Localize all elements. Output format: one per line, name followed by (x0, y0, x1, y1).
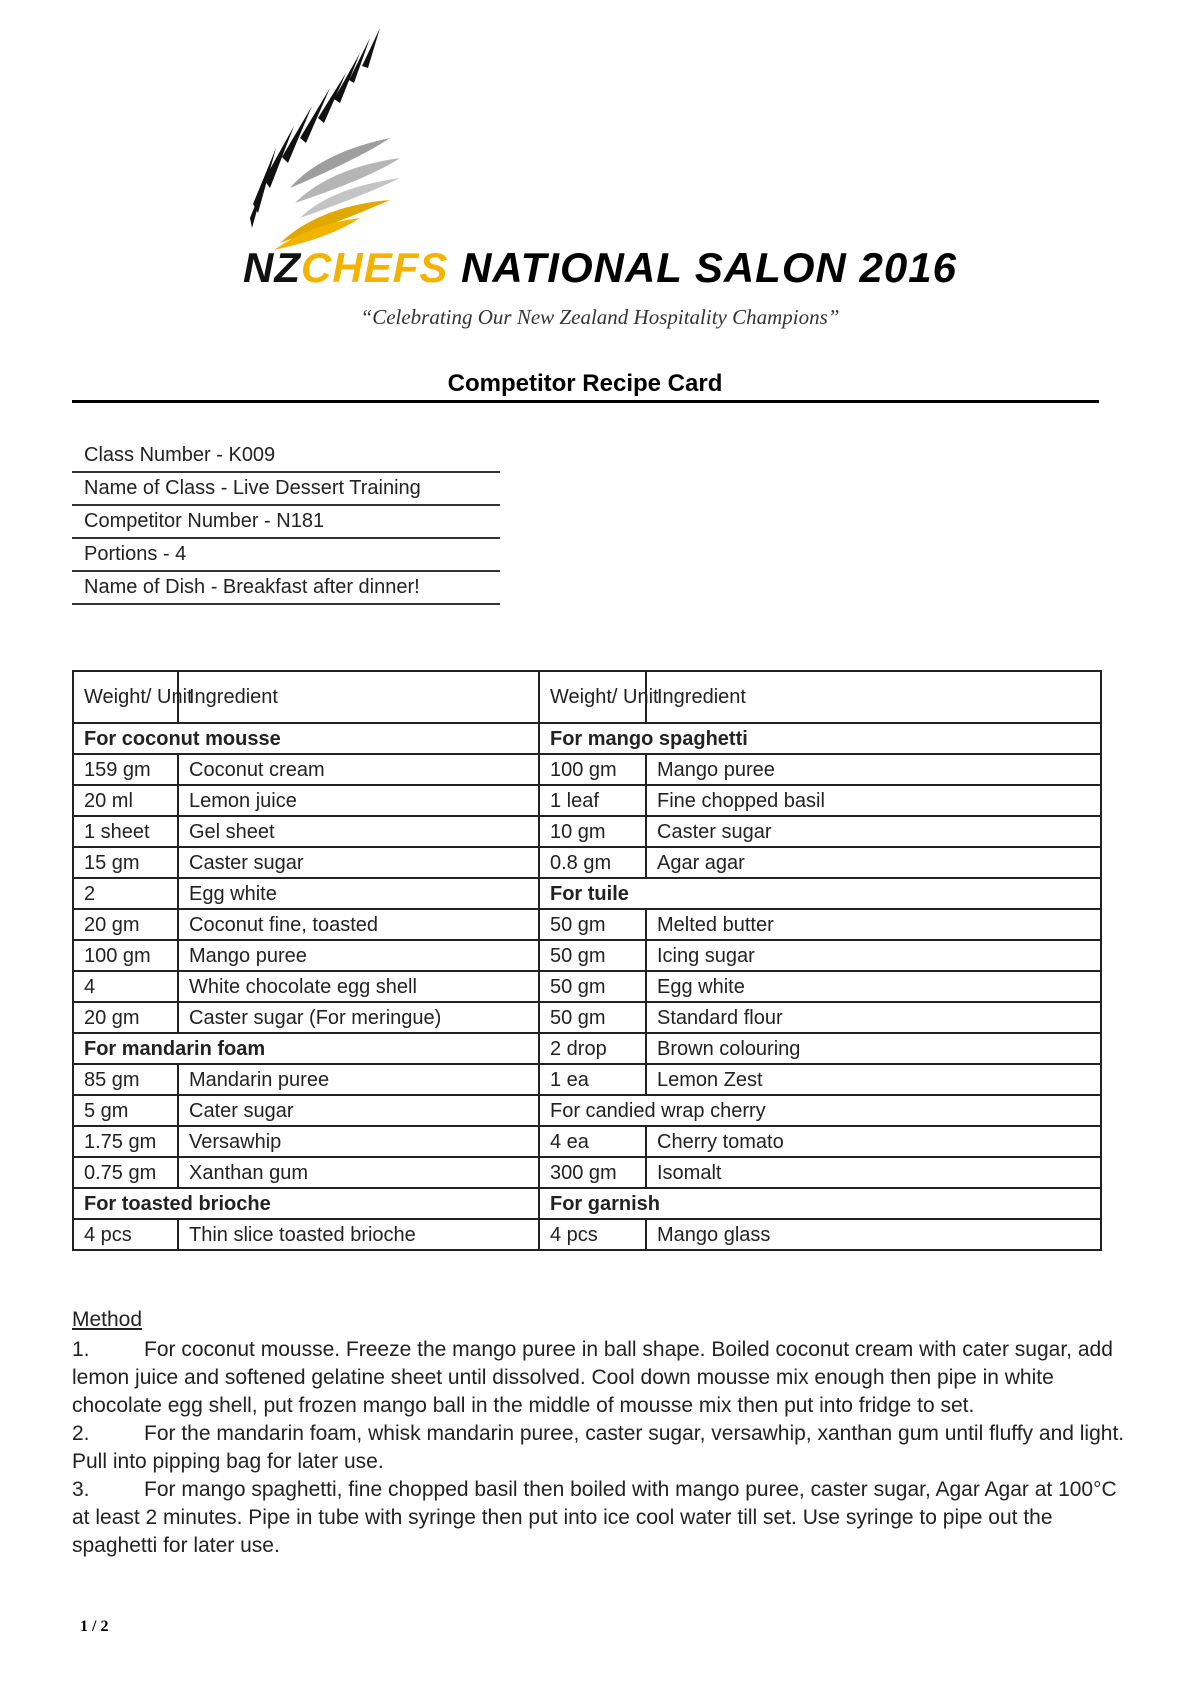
ingredient-cell: Egg white (178, 878, 539, 909)
ingredient-cell: Mandarin puree (178, 1064, 539, 1095)
silver-fern-icon (250, 28, 450, 258)
table-row (73, 878, 1101, 909)
weight-cell: 20 gm (73, 909, 178, 940)
section-heading: For toasted brioche (73, 1188, 539, 1219)
method-step: 2. For the mandarin foam, whisk mandarin puree, caster sugar, versawhip, xanthan gum until fluffy and light. Pull into pipping bag for later use. (72, 1422, 1125, 1473)
table-row (73, 816, 1101, 847)
weight-cell: 4 (73, 971, 178, 1002)
method-step: 1. For coconut mousse. Freeze the mango puree in ball shape. Boiled coconut cream with cater sugar, add lemon juice and softened gelatine sheet until dissolved. Cool down mousse mix enough then pipe in white chocolate egg shell, put frozen mango ball in the middle of mousse mix then put into fridge to set. (72, 1338, 1113, 1417)
ingredient-cell: Mango puree (646, 754, 1101, 785)
ingredient-cell: Caster sugar (178, 847, 539, 878)
recipe-table (72, 670, 1102, 1251)
weight-cell: 100 gm (539, 754, 646, 785)
table-row (73, 1188, 1101, 1219)
table-row (73, 1002, 1101, 1033)
portions: Portions - 4 (72, 539, 500, 572)
ingredient-header: Ingredient (178, 671, 539, 723)
weight-cell: 1 leaf (539, 785, 646, 816)
weight-cell: 5 gm (73, 1095, 178, 1126)
table-row (73, 1033, 1101, 1064)
method-steps (72, 1336, 1130, 1560)
ingredient-cell: Coconut fine, toasted (178, 909, 539, 940)
weight-cell: 159 gm (73, 754, 178, 785)
ingredient-cell: Lemon juice (178, 785, 539, 816)
competitor-info (72, 440, 500, 605)
ingredient-cell: Coconut cream (178, 754, 539, 785)
weight-cell: 1 ea (539, 1064, 646, 1095)
method-step: 3. For mango spaghetti, fine chopped basil then boiled with mango puree, caster sugar, Agar Agar at 100°C at least 2 minutes. Pipe in tube with syringe then put into ice cool water till set. Use syringe to pipe out the spaghetti for later use. (72, 1478, 1117, 1557)
weight-cell: 50 gm (539, 971, 646, 1002)
weight-header: Weight/ Unit (539, 671, 646, 723)
ingredient-cell: Brown colouring (646, 1033, 1101, 1064)
method-title: Method (72, 1308, 143, 1331)
ingredient-cell: Caster sugar (For meringue) (178, 1002, 539, 1033)
weight-cell: 0.8 gm (539, 847, 646, 878)
competitor-number: Competitor Number - N181 (72, 506, 500, 539)
table-row (73, 1064, 1101, 1095)
ingredient-cell: Egg white (646, 971, 1101, 1002)
weight-cell: 100 gm (73, 940, 178, 971)
ingredient-cell: Thin slice toasted brioche (178, 1219, 539, 1250)
table-row (73, 940, 1101, 971)
table-row (73, 1126, 1101, 1157)
ingredient-cell: Cater sugar (178, 1095, 539, 1126)
page-number: 1 / 2 (80, 1618, 109, 1635)
ingredient-cell: Xanthan gum (178, 1157, 539, 1188)
table-row (73, 754, 1101, 785)
weight-cell: 300 gm (539, 1157, 646, 1188)
ingredient-cell: Lemon Zest (646, 1064, 1101, 1095)
class-number: Class Number - K009 (72, 440, 500, 473)
class-name: Name of Class - Live Dessert Training (72, 473, 500, 506)
weight-header: Weight/ Unit (73, 671, 178, 723)
dish-name: Name of Dish - Breakfast after dinner! (72, 572, 500, 605)
ingredient-cell: Caster sugar (646, 816, 1101, 847)
weight-cell: 1 sheet (73, 816, 178, 847)
ingredient-header: Ingredient (646, 671, 1101, 723)
weight-cell: 50 gm (539, 940, 646, 971)
ingredient-cell: Mango glass (646, 1219, 1101, 1250)
table-row (73, 1219, 1101, 1250)
weight-cell: 15 gm (73, 847, 178, 878)
weight-cell: 2 drop (539, 1033, 646, 1064)
table-row (73, 785, 1101, 816)
weight-cell: 4 pcs (539, 1219, 646, 1250)
ingredient-cell: Standard flour (646, 1002, 1101, 1033)
weight-cell: 85 gm (73, 1064, 178, 1095)
salon-title: NZCHEFS NATIONAL SALON 2016 (243, 244, 957, 291)
ingredient-cell: Icing sugar (646, 940, 1101, 971)
weight-cell: 4 pcs (73, 1219, 178, 1250)
card-heading: Competitor Recipe Card (447, 370, 723, 397)
ingredient-cell: Versawhip (178, 1126, 539, 1157)
weight-cell: 50 gm (539, 1002, 646, 1033)
table-row (73, 847, 1101, 878)
section-heading: For tuile (539, 878, 1101, 909)
weight-cell: 0.75 gm (73, 1157, 178, 1188)
weight-cell: 4 ea (539, 1126, 646, 1157)
section-heading: For mango spaghetti (539, 723, 1101, 754)
ingredient-cell: Mango puree (178, 940, 539, 971)
weight-cell: 50 gm (539, 909, 646, 940)
tagline: “Celebrating Our New Zealand Hospitality Champions” (360, 305, 840, 329)
weight-cell: 20 ml (73, 785, 178, 816)
weight-cell: 1.75 gm (73, 1126, 178, 1157)
ingredient-cell: Agar agar (646, 847, 1101, 878)
section-heading: For coconut mousse (73, 723, 539, 754)
weight-cell: 2 (73, 878, 178, 909)
table-header-row (73, 671, 1101, 723)
table-row (73, 723, 1101, 754)
weight-cell: 10 gm (539, 816, 646, 847)
ingredient-cell: Fine chopped basil (646, 785, 1101, 816)
heading-divider (72, 400, 1099, 403)
table-row (73, 971, 1101, 1002)
table-row (73, 1157, 1101, 1188)
table-row (73, 1095, 1101, 1126)
ingredient-cell: Isomalt (646, 1157, 1101, 1188)
table-row (73, 909, 1101, 940)
ingredient-cell: Gel sheet (178, 816, 539, 847)
weight-cell: 20 gm (73, 1002, 178, 1033)
subsection-heading: For candied wrap cherry (539, 1095, 1101, 1126)
section-heading: For mandarin foam (73, 1033, 539, 1064)
ingredient-cell: Melted butter (646, 909, 1101, 940)
ingredient-cell: White chocolate egg shell (178, 971, 539, 1002)
section-heading: For garnish (539, 1188, 1101, 1219)
ingredient-cell: Cherry tomato (646, 1126, 1101, 1157)
